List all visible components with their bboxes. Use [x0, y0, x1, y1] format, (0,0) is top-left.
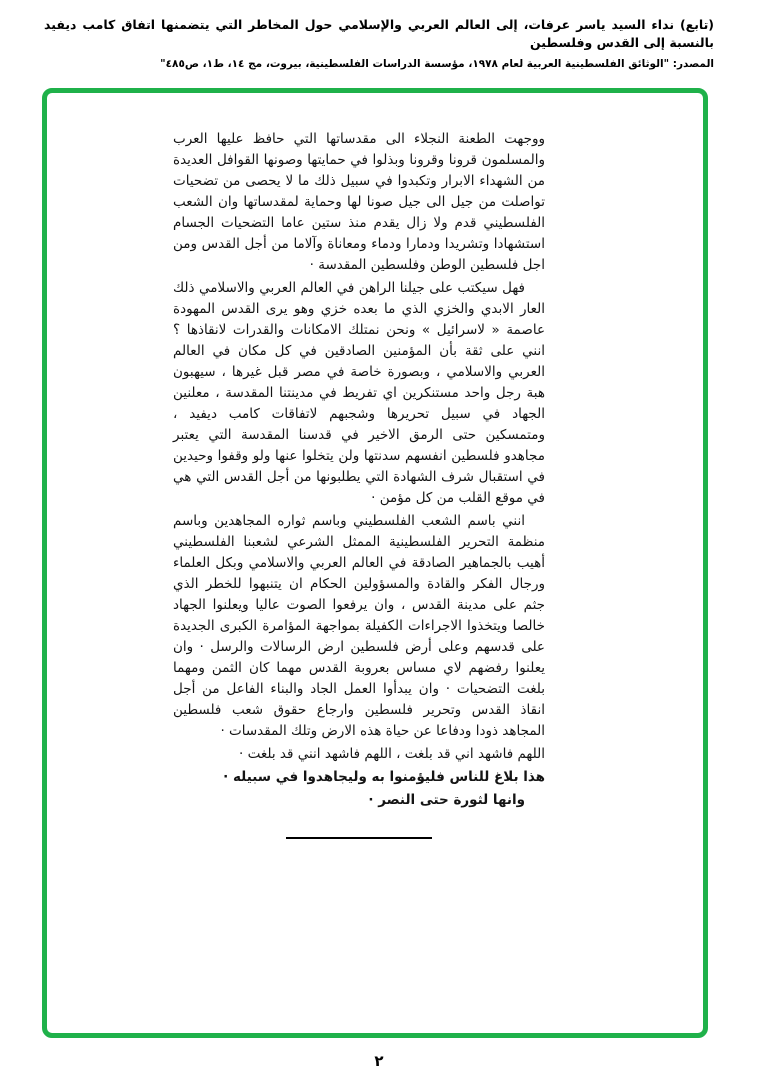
- header-source: المصدر: "الوثائق الفلسطينية العربية لعام ١٩٧٨، مؤسسة الدراسات الفلسطينية، بيروت، مج ١٤، ط١، ص٤٨٥": [160, 58, 714, 70]
- green-border-frame: [42, 88, 708, 1038]
- closing-line: هذا بلاغ للناس فليؤمنوا به وليجاهدوا في سبيله ·: [223, 769, 545, 785]
- header-title: (تابع) نداء السيد ياسر عرفات، إلى العالم العربي والإسلامي حول المخاطر التي يتضمنها اتفاق كامب ديفيد بالنسبة إلى القدس وفلسطين: [44, 17, 714, 50]
- body-text-column: [173, 129, 545, 839]
- page-number: ٢: [374, 1052, 384, 1070]
- body-paragraph: ووجهت الطعنة النجلاء الى مقدساتها التي حافظ عليها العرب والمسلمون قرونا وقرونا وبذلوا في حمايتها وصونها القوافل العديدة من الشهداء الابرار وتكبدوا في سبيل ذلك ما لا يحصى من تضحيات تواصلت من جيل الى جيل صونا لها وحماية لمقدساتها وان الشعب الفلسطيني قدم ولا زال يقدم منذ ستين عاما التضحيات الجسام استشهادا وتشريدا ودمارا ودماء ومعاناة وآلاما من أجل القدس ومن اجل فلسطين الوطن وفلسطين المقدسة ·: [173, 131, 545, 273]
- body-paragraph: انني باسم الشعب الفلسطيني وباسم ثواره المجاهدين وباسم منظمة التحرير الفلسطينية الممثل الشرعي لشعبنا الفلسطيني أهيب بالجماهير الصادقة في العالم العربي والاسلامي وبكل العلماء ورجال الفكر والقادة والمسؤولين الحكام ان يتنبهوا للخطر الذي جثم على مدينة القدس ، وان يرفعوا الصوت عاليا ويعلنوا الجهاد خالصا ويتخذوا الاجراءات الكفيلة بمواجهة المؤامرة الكبرى الجديدة على قدسهم وعلى أرض فلسطين ارض الرسالات والرسل · وان يعلنوا رفضهم لاي مساس بعروبة القدس مهما كان الثمن ومهما بلغت التضحيات · وان يبدأوا العمل الجاد والبناء الفاعل من أجل انقاذ القدس وتحرير فلسطين وارجاع حقوق شعب فلسطين المجاهد ذودا ودفاعا عن حياة هذه الارض وتلك المقدسات ·: [173, 513, 545, 739]
- body-paragraph: فهل سيكتب على جيلنا الراهن في العالم العربي والاسلامي ذلك العار الابدي والخزي الذي ما بعده خزي وهو يرى القدس المهودة عاصمة « لاسرائيل » ونحن نمتلك الامكانات والقدرات لانقاذها ؟ انني على ثقة بأن المؤمنين الصادقين في كل مكان في العالم العربي والاسلامي ، وبصورة خاصة في مصر قبل غيرها ، سيهبون هبة رجل واحد مستنكرين اي تفريط في مدينتنا المقدسة ، معلنين الجهاد في سبيل تحريرها وشجبهم لاتفاقات كامب ديفيد ، ومتمسكين حتى الرمق الاخير في قدسنا المقدسة التي يعتبر مجاهدو فلسطين انفسهم سدنتها ولن يتخلوا عنها ولو وقفوا وحيدين في استقبال شرف الشهادة التي يطلبونها من أجل القدس التي هي في موقع القلب من كل مؤمن ·: [173, 280, 545, 506]
- closing-line: وانها لثورة حتى النصر ·: [368, 792, 525, 808]
- body-paragraph: اللهم فاشهد اني قد بلغت ، اللهم فاشهد انني قد بلغت ·: [239, 746, 545, 762]
- signature-divider: [286, 837, 432, 839]
- page-header: [0, 0, 758, 72]
